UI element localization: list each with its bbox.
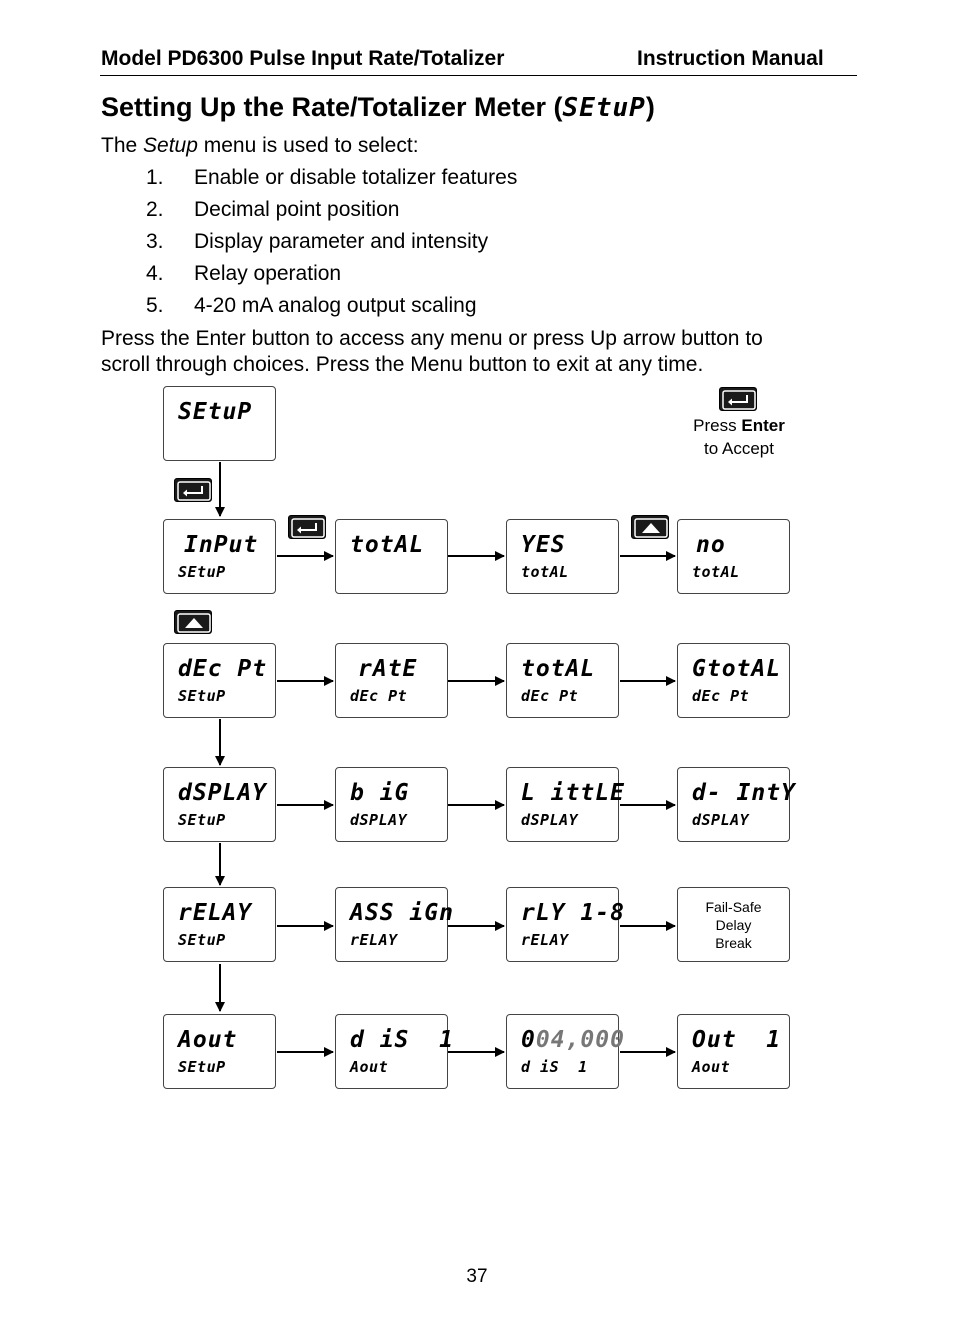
header-model: Model PD6300 Pulse Input Rate/Totalizer <box>101 47 505 70</box>
list-num-1: 1. <box>146 166 164 189</box>
display-top: Aout <box>178 1027 238 1053</box>
display-bottom: totAL <box>692 563 740 581</box>
list-num-4: 4. <box>146 262 164 285</box>
display-box-out-1 <box>677 1014 790 1089</box>
press-enter-note <box>680 414 798 460</box>
display-box-assign <box>335 887 454 962</box>
list-num-2: 2. <box>146 198 164 221</box>
display-bottom: dSPLAY <box>521 811 579 829</box>
intro-pre: The <box>101 134 144 157</box>
display-bottom: SEtuP <box>178 687 226 705</box>
display-bottom: dEc Pt <box>521 687 579 705</box>
display-box-value <box>506 1014 625 1089</box>
display-top: ASS iGn <box>350 900 454 926</box>
display-top: b iG <box>350 780 410 806</box>
display-top: dEc Pt <box>178 656 268 682</box>
display-bottom: Aout <box>350 1058 389 1076</box>
display-top: totAL <box>521 656 596 682</box>
title-close: ) <box>645 92 655 122</box>
display-bottom: totAL <box>521 563 569 581</box>
display-box-display <box>163 767 276 842</box>
press-note-pre: Press <box>693 416 742 435</box>
display-top: InPut <box>184 532 259 558</box>
display-top <box>521 1027 625 1053</box>
display-box-relay-1-8 <box>506 887 625 962</box>
enter-button-icon <box>288 515 326 539</box>
display-box-gtotal <box>677 643 790 718</box>
display-top: no <box>696 532 726 558</box>
display-box-relay <box>163 887 276 962</box>
display-top: rELAY <box>178 900 253 926</box>
press-note-line2: to Accept <box>704 439 774 458</box>
list-item-5: 4-20 mA analog output scaling <box>194 294 477 317</box>
display-top: SEtuP <box>178 399 253 425</box>
display-top: d- IntY <box>692 780 796 806</box>
title-lcd-text: SEtuP <box>562 93 646 123</box>
display-box-total <box>335 519 448 594</box>
display-bottom: SEtuP <box>178 931 226 949</box>
list-item-2: Decimal point position <box>194 198 400 221</box>
display-box-dec-pt <box>163 643 276 718</box>
display-bottom: SEtuP <box>178 1058 226 1076</box>
enter-button-icon <box>174 478 212 502</box>
list-item-3: Display parameter and intensity <box>194 230 489 253</box>
display-box-no <box>677 519 790 594</box>
display-bottom: dEc Pt <box>350 687 408 705</box>
note-line: Break <box>715 934 752 951</box>
display-box-input <box>163 519 276 594</box>
intro-italic: Setup <box>143 134 198 157</box>
page-number: 37 <box>466 1266 488 1287</box>
header-manual: Instruction Manual <box>637 47 824 70</box>
display-box-setup <box>163 386 276 461</box>
display-top: YES <box>521 532 566 558</box>
value-digits: 04,000 <box>535 1027 625 1053</box>
display-top: dSPLAY <box>178 780 268 806</box>
display-bottom: d iS 1 <box>521 1058 588 1076</box>
display-box-big <box>335 767 448 842</box>
display-top: Out 1 <box>692 1027 782 1053</box>
list-item-4: Relay operation <box>194 262 342 285</box>
title-text: Setting Up the Rate/Totalizer Meter ( <box>101 92 563 122</box>
display-box-dis-1 <box>335 1014 454 1089</box>
value-active-digit: 0 <box>521 1027 536 1053</box>
display-bottom: rELAY <box>521 931 569 949</box>
display-box-aout <box>163 1014 276 1089</box>
display-top: L ittLE <box>521 780 625 806</box>
display-box-intensity <box>677 767 796 842</box>
display-box-little <box>506 767 625 842</box>
display-top: d iS 1 <box>350 1027 454 1053</box>
display-bottom: dSPLAY <box>350 811 408 829</box>
display-box-total <box>506 643 619 718</box>
display-top: rLY 1-8 <box>521 900 625 926</box>
display-bottom: dSPLAY <box>692 811 750 829</box>
note-line: Delay <box>715 916 752 933</box>
relay-options-note <box>677 887 790 962</box>
display-box-rate <box>335 643 448 718</box>
up-arrow-button-icon <box>174 610 212 634</box>
list-num-3: 3. <box>146 230 164 253</box>
press-note-bold: Enter <box>741 416 785 435</box>
up-arrow-button-icon <box>631 515 669 539</box>
display-bottom: rELAY <box>350 931 398 949</box>
display-bottom: SEtuP <box>178 811 226 829</box>
list-num-5: 5. <box>146 294 164 317</box>
instructions-line-2: scroll through choices. Press the Menu button to exit at any time. <box>101 353 704 376</box>
display-top: rAtE <box>358 656 418 682</box>
display-top: totAL <box>350 532 425 558</box>
list-item-1: Enable or disable totalizer features <box>194 166 518 189</box>
display-top: GtotAL <box>692 656 782 682</box>
display-box-yes <box>506 519 619 594</box>
display-bottom: Aout <box>692 1058 731 1076</box>
display-bottom: dEc Pt <box>692 687 750 705</box>
instructions-line-1: Press the Enter button to access any menu or press Up arrow button to <box>101 327 763 350</box>
intro-post: menu is used to select: <box>197 134 419 157</box>
note-line: Fail-Safe <box>705 898 762 915</box>
enter-button-icon <box>719 387 757 411</box>
display-bottom: SEtuP <box>178 563 226 581</box>
